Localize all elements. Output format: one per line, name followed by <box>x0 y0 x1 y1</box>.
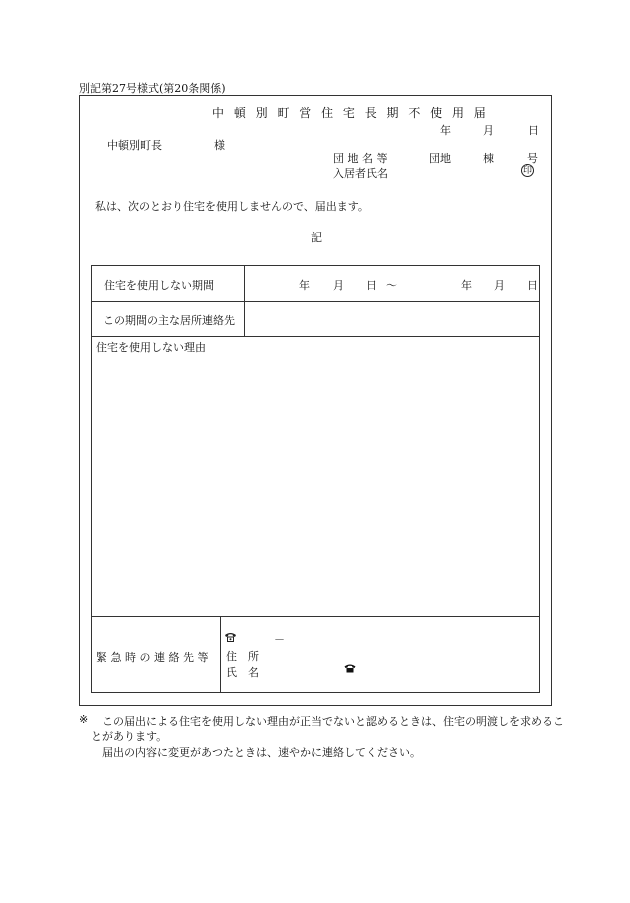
period-end-month: 月 <box>494 279 505 292</box>
period-tilde: ～ <box>386 279 397 292</box>
period-label: 住宅を使用しない期間 <box>104 279 214 292</box>
form-title: 中 頓 別 町 営 住 宅 長 期 不 使 用 届 <box>212 106 489 120</box>
contact-address-label: この期間の主な居所連絡先 <box>103 314 235 327</box>
emergency-contact-label: 緊 急 時 の 連 絡 先 等 <box>96 651 209 664</box>
phone-dash: － <box>274 633 285 646</box>
note-mark: ※ <box>79 713 89 726</box>
column-divider <box>220 616 221 692</box>
complex-label: 団 地 名 等 <box>333 152 388 165</box>
reason-label: 住宅を使用しない理由 <box>96 341 206 354</box>
row-divider <box>92 616 539 617</box>
room-unit: 号 <box>527 152 538 165</box>
date-month: 月 <box>483 124 494 137</box>
date-day: 日 <box>528 124 539 137</box>
seal-mark: 印 <box>522 166 532 176</box>
addressee-honorific: 様 <box>214 139 225 152</box>
period-start-year: 年 <box>299 279 310 292</box>
building-unit: 棟 <box>483 152 494 165</box>
row-divider <box>92 336 539 337</box>
statement-text: 私は、次のとおり住宅を使用しませんので、届出ます。 <box>95 200 369 213</box>
emergency-name-label: 氏 名 <box>226 666 259 679</box>
phone-icon <box>224 631 237 642</box>
form-number-label: 別記第27号様式(第20条関係) <box>79 82 226 95</box>
details-table <box>91 265 540 693</box>
addressee-name: 中頓別町長 <box>107 139 162 152</box>
period-start-day: 日 <box>366 279 377 292</box>
telephone-icon <box>344 663 356 673</box>
note-line-2: とがあります。 <box>91 730 168 743</box>
resident-name-label: 入居者氏名 <box>333 167 388 180</box>
period-end-day: 日 <box>527 279 538 292</box>
ki-heading: 記 <box>311 231 322 244</box>
period-end-year: 年 <box>461 279 472 292</box>
date-year: 年 <box>440 124 451 137</box>
row-divider <box>92 301 539 302</box>
note-line-1: この届出による住宅を使用しない理由が正当でないと認めるときは、住宅の明渡しを求めるこ <box>102 715 564 728</box>
note-line-3: 届出の内容に変更があつたときは、速やかに連絡してください。 <box>102 746 421 759</box>
emergency-address-label: 住 所 <box>226 650 259 663</box>
period-start-month: 月 <box>333 279 344 292</box>
column-divider <box>244 266 245 336</box>
complex-unit: 団地 <box>429 152 451 165</box>
